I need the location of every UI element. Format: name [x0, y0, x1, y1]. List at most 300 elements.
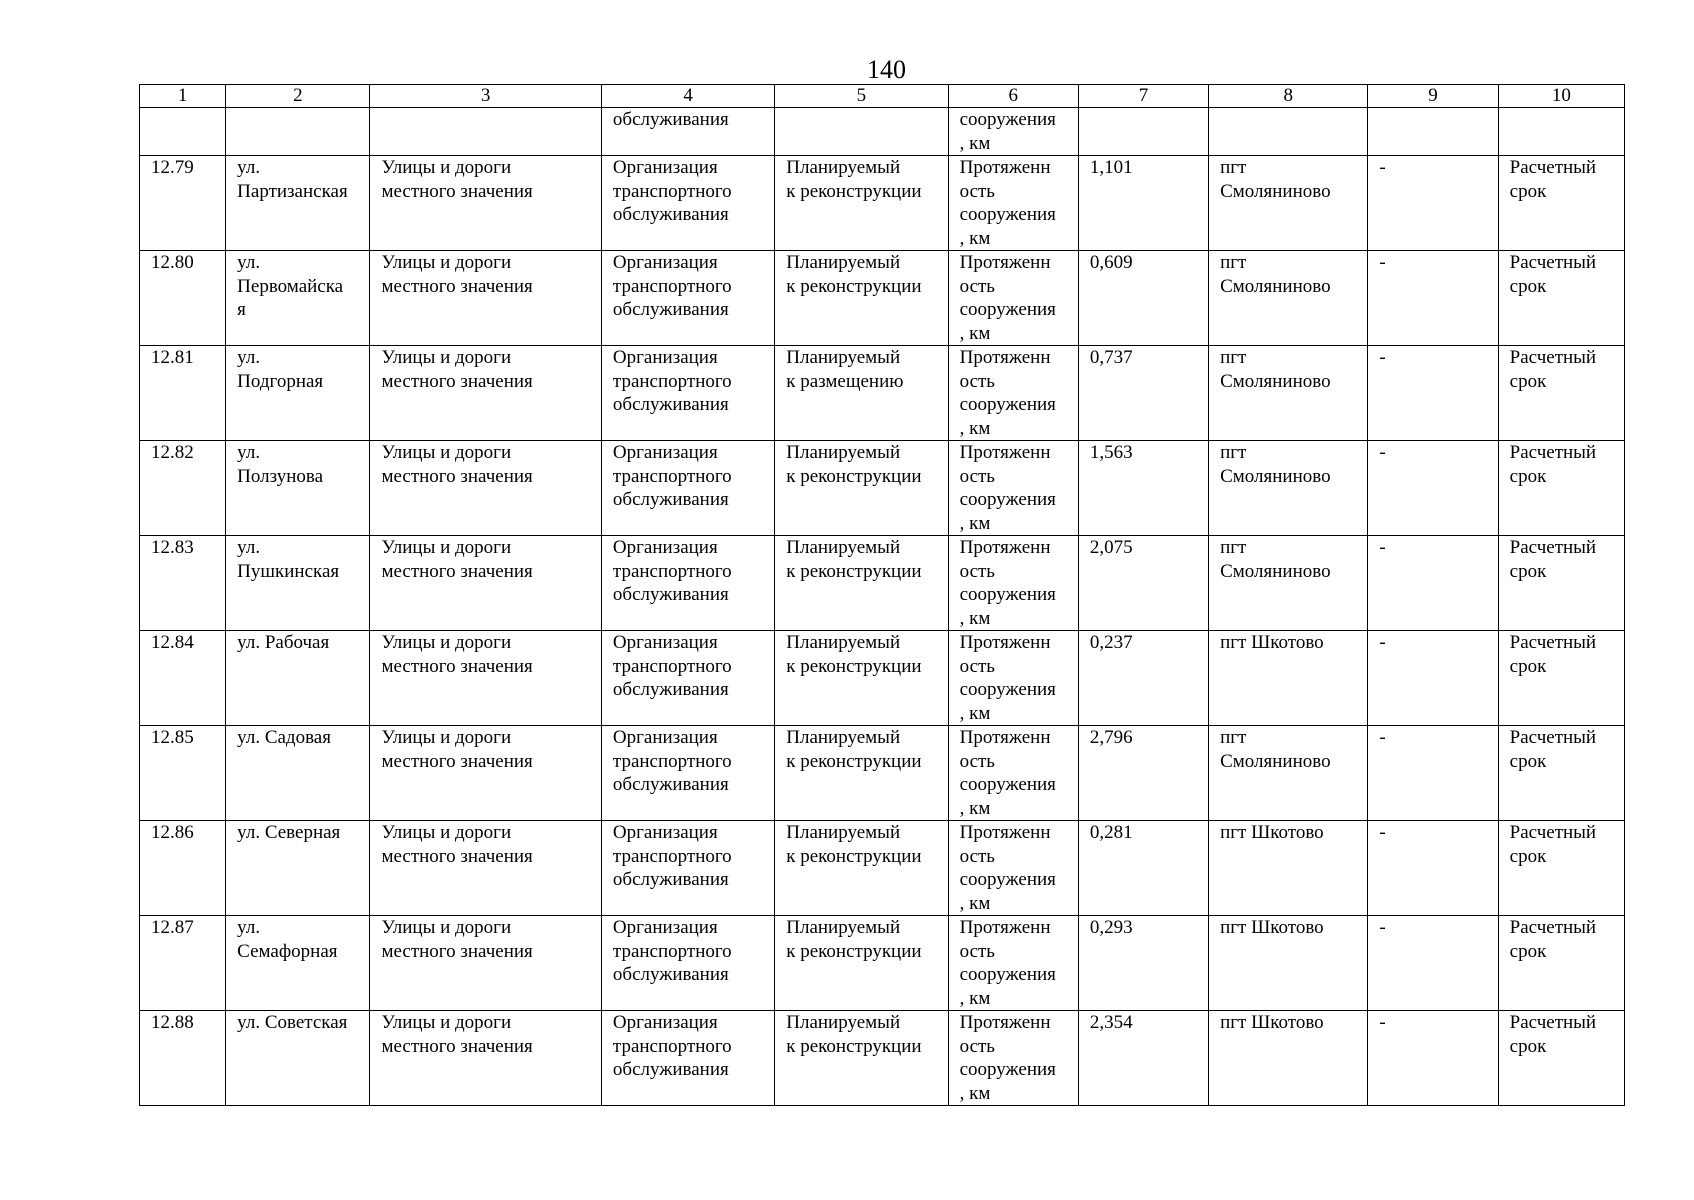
characteristic-line: , км: [959, 892, 991, 914]
term-cell: [1498, 631, 1624, 726]
table-header-row: [140, 85, 1625, 108]
status-cell: [775, 346, 948, 441]
purpose-line: транспортного: [612, 465, 732, 487]
table-row: [140, 346, 1625, 441]
value-line: 1,101: [1089, 157, 1133, 178]
purpose-line: обслуживания: [612, 584, 729, 605]
table-body: [140, 108, 1625, 1106]
object-type-cell: [370, 346, 601, 441]
status-cell: [775, 821, 948, 916]
characteristic-line: сооружения: [959, 774, 1056, 795]
characteristic-cell: [948, 821, 1078, 916]
characteristic-line: Протяженн: [959, 917, 1051, 938]
characteristic-line: Протяженн: [959, 347, 1051, 368]
characteristic-line: ость: [959, 560, 995, 582]
purpose-line: обслуживания: [612, 774, 729, 795]
characteristic-line: сооружения: [959, 109, 1056, 130]
column-number-header: 8: [1209, 85, 1368, 108]
location-line: пгт Шкотово: [1220, 632, 1324, 653]
term-line: срок: [1509, 940, 1547, 962]
object-type-line: местного значения: [381, 370, 533, 392]
object-name-line: ул.: [237, 917, 261, 938]
term-cell: [1498, 726, 1624, 821]
object-type-cell: [370, 251, 601, 346]
object-type-line: местного значения: [381, 180, 533, 202]
term-line: срок: [1509, 845, 1547, 867]
characteristic-line: , км: [959, 227, 991, 249]
item-number-cell: [140, 821, 226, 916]
term-line: Расчетный: [1509, 442, 1597, 463]
characteristic-cell: [948, 916, 1078, 1011]
table-row: [140, 916, 1625, 1011]
value-line: 0,237: [1089, 632, 1133, 653]
location-line: Смоляниново: [1220, 370, 1331, 392]
column-number-header: 7: [1078, 85, 1208, 108]
object-type-cell: [370, 821, 601, 916]
location-line: пгт: [1220, 252, 1247, 273]
zone-line: -: [1379, 442, 1386, 463]
location-cell: [1209, 631, 1368, 726]
purpose-cell: [601, 631, 774, 726]
location-line: пгт Шкотово: [1220, 1012, 1324, 1033]
table-row: [140, 821, 1625, 916]
object-type-cell: [370, 108, 601, 156]
characteristic-line: , км: [959, 987, 991, 1009]
characteristic-line: ость: [959, 275, 995, 297]
object-type-cell: [370, 916, 601, 1011]
zone-cell: [1368, 916, 1498, 1011]
location-line: пгт Шкотово: [1220, 822, 1324, 843]
purpose-line: обслуживания: [612, 489, 729, 510]
purpose-line: Организация: [612, 632, 718, 653]
term-line: срок: [1509, 275, 1547, 297]
zone-line: -: [1379, 727, 1386, 748]
object-name-cell: [226, 1011, 370, 1106]
item-number-line: 12.80: [151, 252, 194, 273]
location-cell: [1209, 441, 1368, 536]
zone-cell: [1368, 346, 1498, 441]
status-cell: [775, 251, 948, 346]
characteristic-line: Протяженн: [959, 157, 1051, 178]
purpose-line: Организация: [612, 442, 718, 463]
zone-line: -: [1379, 537, 1386, 558]
purpose-cell: [601, 108, 774, 156]
item-number-line: 12.82: [151, 442, 194, 463]
characteristic-line: ость: [959, 180, 995, 202]
zone-cell: [1368, 251, 1498, 346]
zone-cell: [1368, 1011, 1498, 1106]
item-number-cell: [140, 251, 226, 346]
object-name-cell: [226, 916, 370, 1011]
status-cell: [775, 536, 948, 631]
status-cell: [775, 916, 948, 1011]
value-line: 0,737: [1089, 347, 1133, 368]
characteristic-cell: [948, 156, 1078, 251]
object-type-line: местного значения: [381, 465, 533, 487]
object-name-line: ул.: [237, 252, 261, 273]
value-line: 2,796: [1089, 727, 1133, 748]
column-number-header: 9: [1368, 85, 1498, 108]
object-name-line: ул. Советская: [237, 1012, 348, 1033]
object-type-cell: [370, 726, 601, 821]
characteristic-line: сооружения: [959, 204, 1056, 225]
term-line: срок: [1509, 180, 1547, 202]
purpose-line: обслуживания: [612, 1059, 729, 1080]
object-type-line: местного значения: [381, 845, 533, 867]
term-line: срок: [1509, 750, 1547, 772]
purpose-cell: [601, 346, 774, 441]
purpose-line: обслуживания: [612, 204, 729, 225]
object-type-cell: [370, 156, 601, 251]
term-cell: [1498, 1011, 1624, 1106]
characteristic-line: сооружения: [959, 964, 1056, 985]
characteristic-line: , км: [959, 512, 991, 534]
purpose-line: Организация: [612, 822, 718, 843]
object-type-line: местного значения: [381, 750, 533, 772]
object-type-cell: [370, 1011, 601, 1106]
item-number-cell: [140, 916, 226, 1011]
status-cell: [775, 726, 948, 821]
status-line: Планируемый: [786, 822, 901, 843]
object-name-cell: [226, 441, 370, 536]
item-number-line: 12.81: [151, 347, 194, 368]
term-cell: [1498, 156, 1624, 251]
purpose-line: Организация: [612, 727, 718, 748]
zone-line: -: [1379, 822, 1386, 843]
characteristic-line: Протяженн: [959, 727, 1051, 748]
value-line: 2,354: [1089, 1012, 1133, 1033]
item-number-line: 12.85: [151, 727, 194, 748]
object-name-cell: [226, 726, 370, 821]
status-cell: [775, 156, 948, 251]
object-type-cell: [370, 631, 601, 726]
purpose-line: транспортного: [612, 560, 732, 582]
object-type-line: местного значения: [381, 1035, 533, 1057]
status-line: к реконструкции: [786, 940, 922, 962]
characteristic-line: ость: [959, 940, 995, 962]
value-cell: [1078, 726, 1208, 821]
characteristic-line: , км: [959, 1082, 991, 1104]
location-line: Смоляниново: [1220, 180, 1331, 202]
status-line: Планируемый: [786, 157, 901, 178]
purpose-cell: [601, 441, 774, 536]
characteristic-cell: [948, 1011, 1078, 1106]
term-line: срок: [1509, 465, 1547, 487]
characteristic-line: ость: [959, 845, 995, 867]
objects-table: [139, 84, 1625, 1106]
value-cell: [1078, 156, 1208, 251]
object-name-line: я: [237, 299, 246, 320]
purpose-line: транспортного: [612, 940, 732, 962]
purpose-cell: [601, 726, 774, 821]
characteristic-cell: [948, 631, 1078, 726]
status-line: Планируемый: [786, 917, 901, 938]
item-number-cell: [140, 1011, 226, 1106]
purpose-line: транспортного: [612, 750, 732, 772]
zone-cell: [1368, 536, 1498, 631]
value-cell: [1078, 441, 1208, 536]
term-cell: [1498, 536, 1624, 631]
item-number-line: 12.88: [151, 1012, 194, 1033]
value-line: 2,075: [1089, 537, 1133, 558]
location-line: пгт: [1220, 727, 1247, 748]
purpose-line: обслуживания: [612, 394, 729, 415]
purpose-line: обслуживания: [612, 109, 729, 130]
table-row: [140, 441, 1625, 536]
characteristic-line: сооружения: [959, 869, 1056, 890]
value-cell: [1078, 536, 1208, 631]
table-row: [140, 156, 1625, 251]
object-name-line: ул.: [237, 537, 261, 558]
value-cell: [1078, 1011, 1208, 1106]
status-line: к реконструкции: [786, 560, 922, 582]
location-line: Смоляниново: [1220, 750, 1331, 772]
term-line: Расчетный: [1509, 1012, 1597, 1033]
characteristic-line: сооружения: [959, 1059, 1056, 1080]
object-name-line: ул.: [237, 347, 261, 368]
term-line: Расчетный: [1509, 632, 1597, 653]
characteristic-line: ость: [959, 465, 995, 487]
purpose-line: Организация: [612, 347, 718, 368]
object-name-cell: [226, 251, 370, 346]
object-name-cell: [226, 821, 370, 916]
characteristic-line: сооружения: [959, 679, 1056, 700]
value-cell: [1078, 821, 1208, 916]
zone-cell: [1368, 441, 1498, 536]
purpose-line: Организация: [612, 537, 718, 558]
location-cell: [1209, 1011, 1368, 1106]
object-name-line: ул. Рабочая: [237, 632, 330, 653]
object-name-line: Партизанская: [237, 180, 348, 202]
item-number-line: 12.79: [151, 157, 194, 178]
purpose-cell: [601, 536, 774, 631]
object-name-line: Пушкинская: [237, 560, 340, 582]
purpose-line: Организация: [612, 252, 718, 273]
characteristic-line: сооружения: [959, 299, 1056, 320]
status-line: Планируемый: [786, 252, 901, 273]
purpose-line: обслуживания: [612, 679, 729, 700]
term-line: Расчетный: [1509, 347, 1597, 368]
characteristic-line: Протяженн: [959, 1012, 1051, 1033]
purpose-line: обслуживания: [612, 299, 729, 320]
characteristic-line: ость: [959, 750, 995, 772]
zone-cell: [1368, 108, 1498, 156]
purpose-line: Организация: [612, 1012, 718, 1033]
page-number: 140: [867, 55, 906, 84]
object-type-line: местного значения: [381, 655, 533, 677]
item-number-cell: [140, 726, 226, 821]
object-name-cell: [226, 631, 370, 726]
characteristic-line: Протяженн: [959, 822, 1051, 843]
status-cell: [775, 108, 948, 156]
term-line: Расчетный: [1509, 917, 1597, 938]
term-line: срок: [1509, 370, 1547, 392]
column-number-header: 1: [140, 85, 226, 108]
characteristic-line: сооружения: [959, 584, 1056, 605]
characteristic-line: Протяженн: [959, 442, 1051, 463]
item-number-line: 12.83: [151, 537, 194, 558]
characteristic-line: ость: [959, 1035, 995, 1057]
characteristic-line: , км: [959, 417, 991, 439]
purpose-line: обслуживания: [612, 964, 729, 985]
characteristic-line: Протяженн: [959, 252, 1051, 273]
purpose-line: транспортного: [612, 370, 732, 392]
term-cell: [1498, 441, 1624, 536]
purpose-cell: [601, 821, 774, 916]
object-type-line: Улицы и дороги: [381, 442, 512, 463]
zone-line: -: [1379, 632, 1386, 653]
zone-line: -: [1379, 252, 1386, 273]
object-name-line: Подгорная: [237, 370, 324, 392]
location-cell: [1209, 821, 1368, 916]
location-line: Смоляниново: [1220, 275, 1331, 297]
object-name-cell: [226, 536, 370, 631]
characteristic-line: , км: [959, 132, 991, 154]
item-number-cell: [140, 441, 226, 536]
purpose-cell: [601, 916, 774, 1011]
table-row: [140, 536, 1625, 631]
object-name-cell: [226, 346, 370, 441]
object-type-line: Улицы и дороги: [381, 157, 512, 178]
zone-line: -: [1379, 1012, 1386, 1033]
characteristic-line: Протяженн: [959, 537, 1051, 558]
characteristic-cell: [948, 536, 1078, 631]
object-name-line: ул. Садовая: [237, 727, 331, 748]
object-type-line: Улицы и дороги: [381, 252, 512, 273]
object-name-line: ул.: [237, 157, 261, 178]
object-type-line: Улицы и дороги: [381, 537, 512, 558]
term-line: срок: [1509, 1035, 1547, 1057]
purpose-cell: [601, 1011, 774, 1106]
value-cell: [1078, 916, 1208, 1011]
status-line: Планируемый: [786, 347, 901, 368]
table-row-continuation: [140, 108, 1625, 156]
object-type-line: местного значения: [381, 940, 533, 962]
characteristic-line: сооружения: [959, 394, 1056, 415]
purpose-line: Организация: [612, 917, 718, 938]
object-type-line: местного значения: [381, 275, 533, 297]
status-line: к размещению: [786, 370, 904, 392]
characteristic-line: , км: [959, 797, 991, 819]
object-name-line: ул. Северная: [237, 822, 341, 843]
status-line: Планируемый: [786, 537, 901, 558]
object-name-cell: [226, 108, 370, 156]
zone-line: -: [1379, 157, 1386, 178]
status-line: к реконструкции: [786, 845, 922, 867]
value-cell: [1078, 346, 1208, 441]
term-line: Расчетный: [1509, 537, 1597, 558]
term-line: Расчетный: [1509, 727, 1597, 748]
table-row: [140, 1011, 1625, 1106]
purpose-line: транспортного: [612, 275, 732, 297]
object-type-line: Улицы и дороги: [381, 632, 512, 653]
characteristic-cell: [948, 108, 1078, 156]
location-cell: [1209, 536, 1368, 631]
value-line: 0,609: [1089, 252, 1133, 273]
object-type-line: местного значения: [381, 560, 533, 582]
location-cell: [1209, 251, 1368, 346]
purpose-line: обслуживания: [612, 869, 729, 890]
table-row: [140, 631, 1625, 726]
status-line: Планируемый: [786, 727, 901, 748]
item-number-cell: [140, 346, 226, 441]
item-number-cell: [140, 631, 226, 726]
object-type-line: Улицы и дороги: [381, 1012, 512, 1033]
column-number-header: 6: [948, 85, 1078, 108]
column-number-header: 2: [226, 85, 370, 108]
zone-line: -: [1379, 917, 1386, 938]
status-line: к реконструкции: [786, 275, 922, 297]
location-cell: [1209, 156, 1368, 251]
object-type-line: Улицы и дороги: [381, 347, 512, 368]
value-line: 0,293: [1089, 917, 1133, 938]
term-line: срок: [1509, 560, 1547, 582]
purpose-line: транспортного: [612, 655, 732, 677]
characteristic-line: ость: [959, 370, 995, 392]
location-line: пгт: [1220, 537, 1247, 558]
location-cell: [1209, 726, 1368, 821]
characteristic-line: , км: [959, 702, 991, 724]
characteristic-line: Протяженн: [959, 632, 1051, 653]
status-line: Планируемый: [786, 442, 901, 463]
item-number-line: 12.84: [151, 632, 194, 653]
table-row: [140, 726, 1625, 821]
item-number-cell: [140, 156, 226, 251]
zone-line: -: [1379, 347, 1386, 368]
column-number-header: 3: [370, 85, 601, 108]
zone-cell: [1368, 156, 1498, 251]
object-type-cell: [370, 536, 601, 631]
term-line: Расчетный: [1509, 157, 1597, 178]
location-line: пгт: [1220, 157, 1247, 178]
characteristic-line: ость: [959, 655, 995, 677]
location-cell: [1209, 916, 1368, 1011]
location-line: пгт Шкотово: [1220, 917, 1324, 938]
value-line: 1,563: [1089, 442, 1133, 463]
column-number-header: 4: [601, 85, 774, 108]
characteristic-line: сооружения: [959, 489, 1056, 510]
value-line: 0,281: [1089, 822, 1133, 843]
location-cell: [1209, 346, 1368, 441]
object-name-line: Ползунова: [237, 465, 324, 487]
characteristic-line: , км: [959, 607, 991, 629]
purpose-line: транспортного: [612, 180, 732, 202]
purpose-cell: [601, 156, 774, 251]
term-cell: [1498, 346, 1624, 441]
item-number-line: 12.86: [151, 822, 194, 843]
purpose-line: транспортного: [612, 845, 732, 867]
value-cell: [1078, 251, 1208, 346]
location-line: Смоляниново: [1220, 560, 1331, 582]
zone-cell: [1368, 726, 1498, 821]
object-name-cell: [226, 156, 370, 251]
column-number-header: 10: [1498, 85, 1624, 108]
location-line: Смоляниново: [1220, 465, 1331, 487]
object-type-line: Улицы и дороги: [381, 917, 512, 938]
table-row: [140, 251, 1625, 346]
characteristic-cell: [948, 251, 1078, 346]
term-cell: [1498, 916, 1624, 1011]
object-name-line: Семафорная: [237, 940, 338, 962]
characteristic-line: , км: [959, 322, 991, 344]
status-line: Планируемый: [786, 632, 901, 653]
term-line: Расчетный: [1509, 252, 1597, 273]
status-line: к реконструкции: [786, 180, 922, 202]
location-cell: [1209, 108, 1368, 156]
purpose-line: транспортного: [612, 1035, 732, 1057]
status-line: к реконструкции: [786, 1035, 922, 1057]
location-line: пгт: [1220, 442, 1247, 463]
